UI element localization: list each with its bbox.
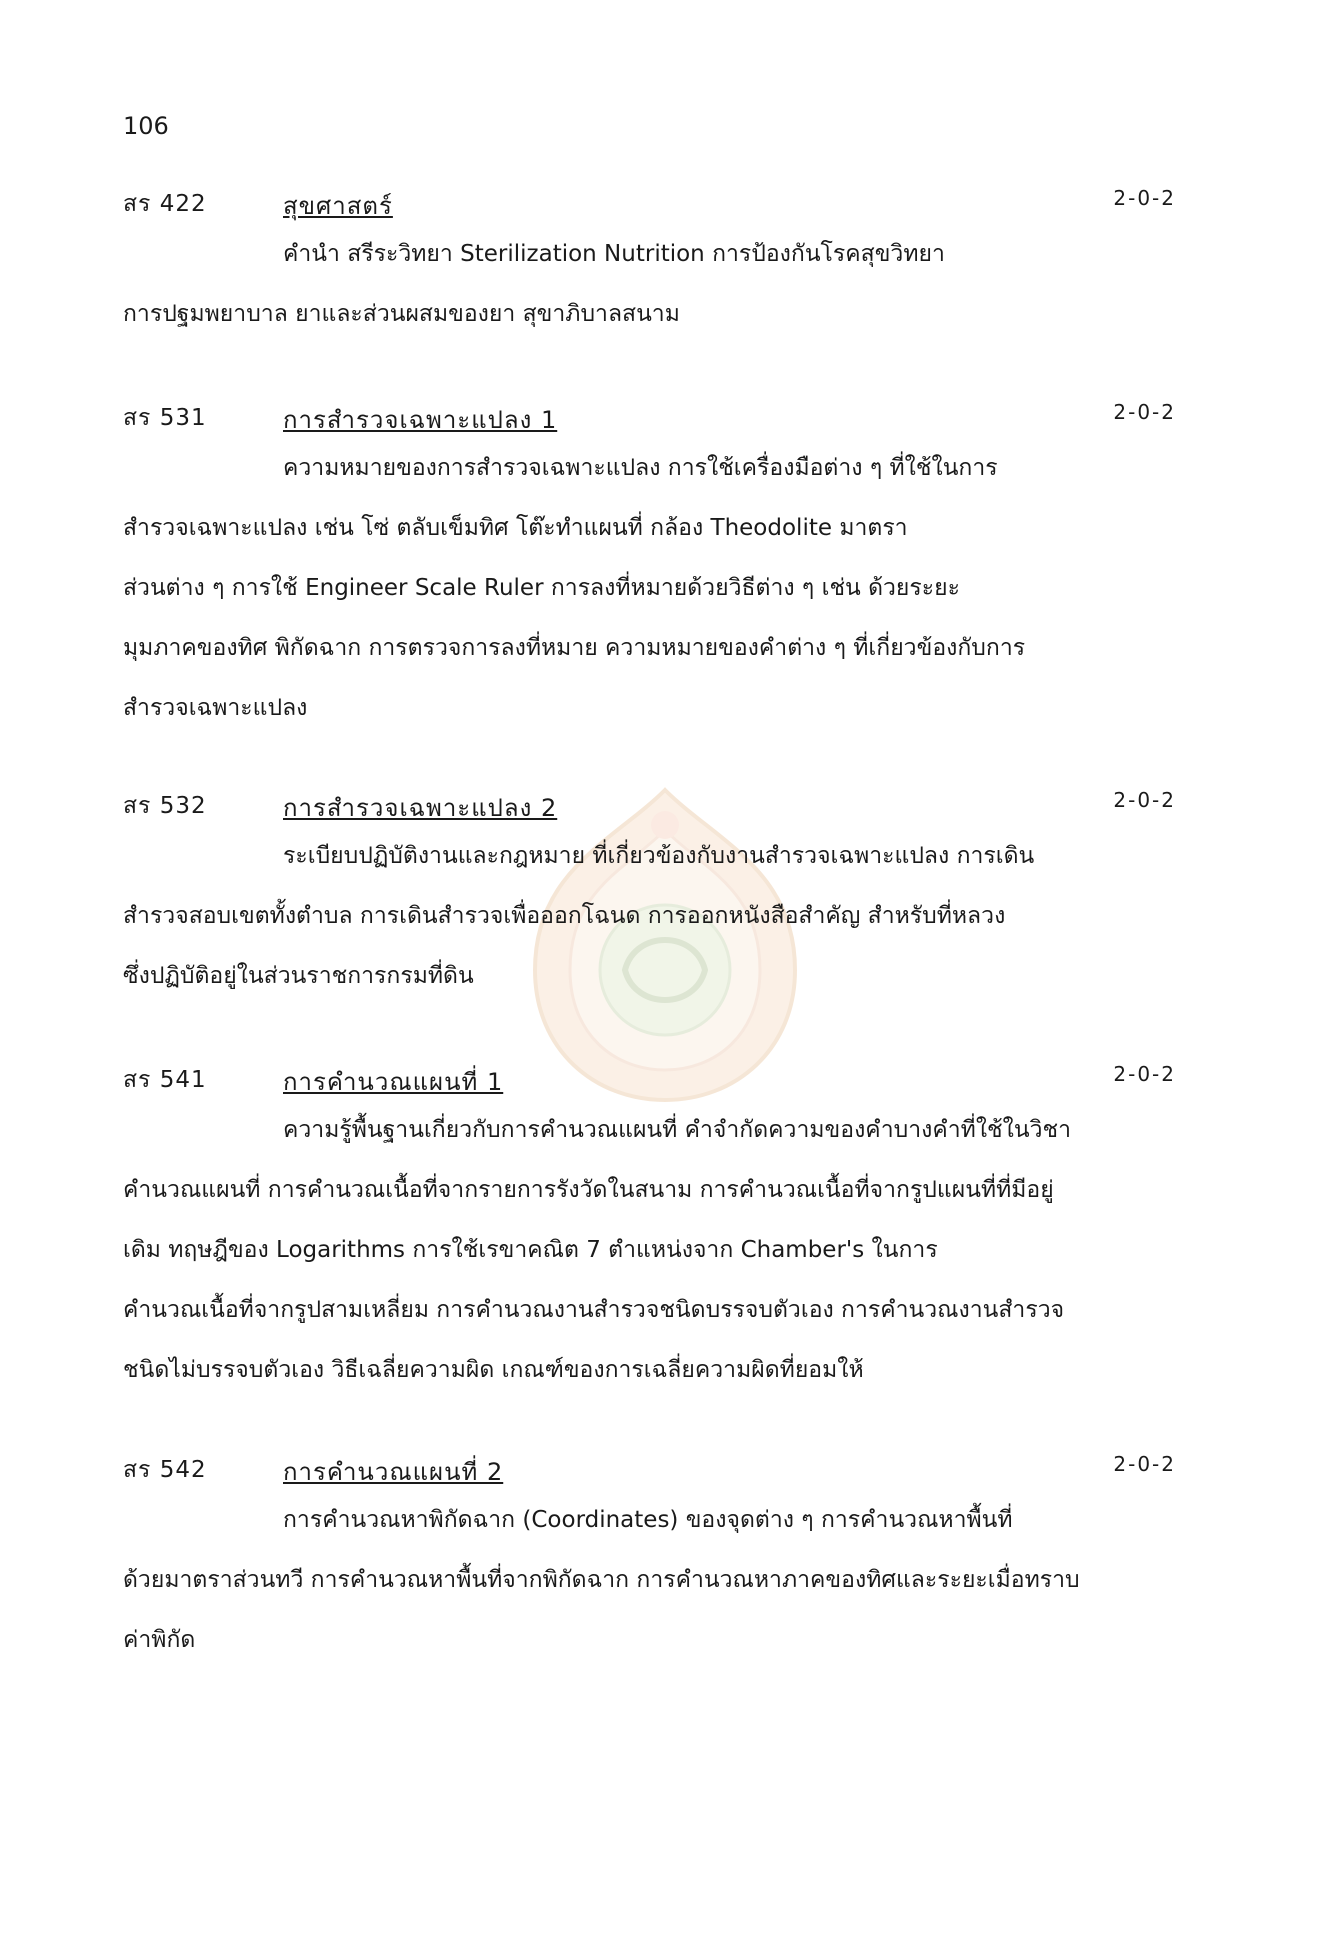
description-line: สำรวจเฉพาะแปลง เช่น โซ่ ตลับเข็มทิศ โต๊ะทำแผนที่ กล้อง Theodolite มาตรา [123,515,908,541]
course-title: การสำรวจเฉพาะแปลง 1 [283,406,558,434]
course-title: สุขศาสตร์ [283,192,393,220]
course-code: สร 541 [123,1067,207,1093]
description-line: ความรู้พื้นฐานเกี่ยวกับการคำนวณแผนที่ คำจำกัดความของคำบางคำที่ใช้ในวิชา [283,1117,1072,1143]
course-description [123,826,1223,1006]
course-description [123,1490,1223,1670]
course-credits: 2-0-2 [1113,400,1176,424]
description-line: ความหมายของการสำรวจเฉพาะแปลง การใช้เครื่องมือต่าง ๆ ที่ใช้ในการ [283,455,998,481]
course-code: สร 532 [123,793,207,819]
course-entry [0,788,1339,989]
description-line: คำนวณเนื้อที่จากรูปสามเหลี่ยม การคำนวณงานสำรวจชนิดบรรจบตัวเอง การคำนวณงานสำรวจ [123,1297,1065,1323]
course-description [123,438,1223,738]
course-header [0,1062,1339,1102]
description-line: การคำนวณหาพิกัดฉาก (Coordinates) ของจุดต่าง ๆ การคำนวณหาพื้นที่ [283,1507,1013,1533]
page-number: 106 [123,112,169,140]
description-line: คำนวณแผนที่ การคำนวณเนื้อที่จากรายการรังวัดในสนาม การคำนวณเนื้อที่จากรูปแผนที่ที่มีอยู่ [123,1177,1054,1203]
description-line: การปฐมพยาบาล ยาและส่วนผสมของยา สุขาภิบาลสนาม [123,301,680,327]
course-entry [0,186,1339,327]
course-description [123,224,1223,344]
course-code: สร 531 [123,405,207,431]
course-header [0,400,1339,440]
description-line: เดิม ทฤษฎีของ Logarithms การใช้เรขาคณิต 7 ตำแหน่งจาก Chamber's ในการ [123,1237,938,1263]
description-line: สำรวจสอบเขตทั้งตำบล การเดินสำรวจเพื่อออกโฉนด การออกหนังสือสำคัญ สำหรับที่หลวง [123,903,1006,929]
description-line: มุมภาคของทิศ พิกัดฉาก การตรวจการลงที่หมาย ความหมายของคำต่าง ๆ ที่เกี่ยวข้องกับการ [123,635,1026,661]
description-line: คำนำ สรีระวิทยา Sterilization Nutrition การป้องกันโรคสุขวิทยา [283,241,945,267]
course-credits: 2-0-2 [1113,1452,1176,1476]
description-line: สำรวจเฉพาะแปลง [123,695,308,721]
course-header [0,186,1339,226]
course-title: การสำรวจเฉพาะแปลง 2 [283,794,558,822]
description-line: ชนิดไม่บรรจบตัวเอง วิธีเฉลี่ยความผิด เกณฑ์ของการเฉลี่ยความผิดที่ยอมให้ [123,1357,864,1383]
description-line: ระเบียบปฏิบัติงานและกฎหมาย ที่เกี่ยวข้องกับงานสำรวจเฉพาะแปลง การเดิน [283,843,1035,869]
course-title: การคำนวณแผนที่ 1 [283,1068,504,1096]
course-entry [0,1452,1339,1653]
course-header [0,788,1339,828]
course-credits: 2-0-2 [1113,1062,1176,1086]
course-credits: 2-0-2 [1113,788,1176,812]
description-line: ค่าพิกัด [123,1627,196,1653]
course-credits: 2-0-2 [1113,186,1176,210]
description-line: ส่วนต่าง ๆ การใช้ Engineer Scale Ruler การลงที่หมายด้วยวิธีต่าง ๆ เช่น ด้วยระยะ [123,575,960,601]
course-code: สร 542 [123,1457,207,1483]
course-entry [0,400,1339,721]
course-description [123,1100,1223,1400]
course-entry [0,1062,1339,1383]
description-line: ด้วยมาตราส่วนทวี การคำนวณหาพื้นที่จากพิกัดฉาก การคำนวณหาภาคของทิศและระยะเมื่อทราบ [123,1567,1080,1593]
description-line: ซึ่งปฏิบัติอยู่ในส่วนราชการกรมที่ดิน [123,963,474,989]
course-title: การคำนวณแผนที่ 2 [283,1458,504,1486]
course-header [0,1452,1339,1492]
course-code: สร 422 [123,191,207,217]
